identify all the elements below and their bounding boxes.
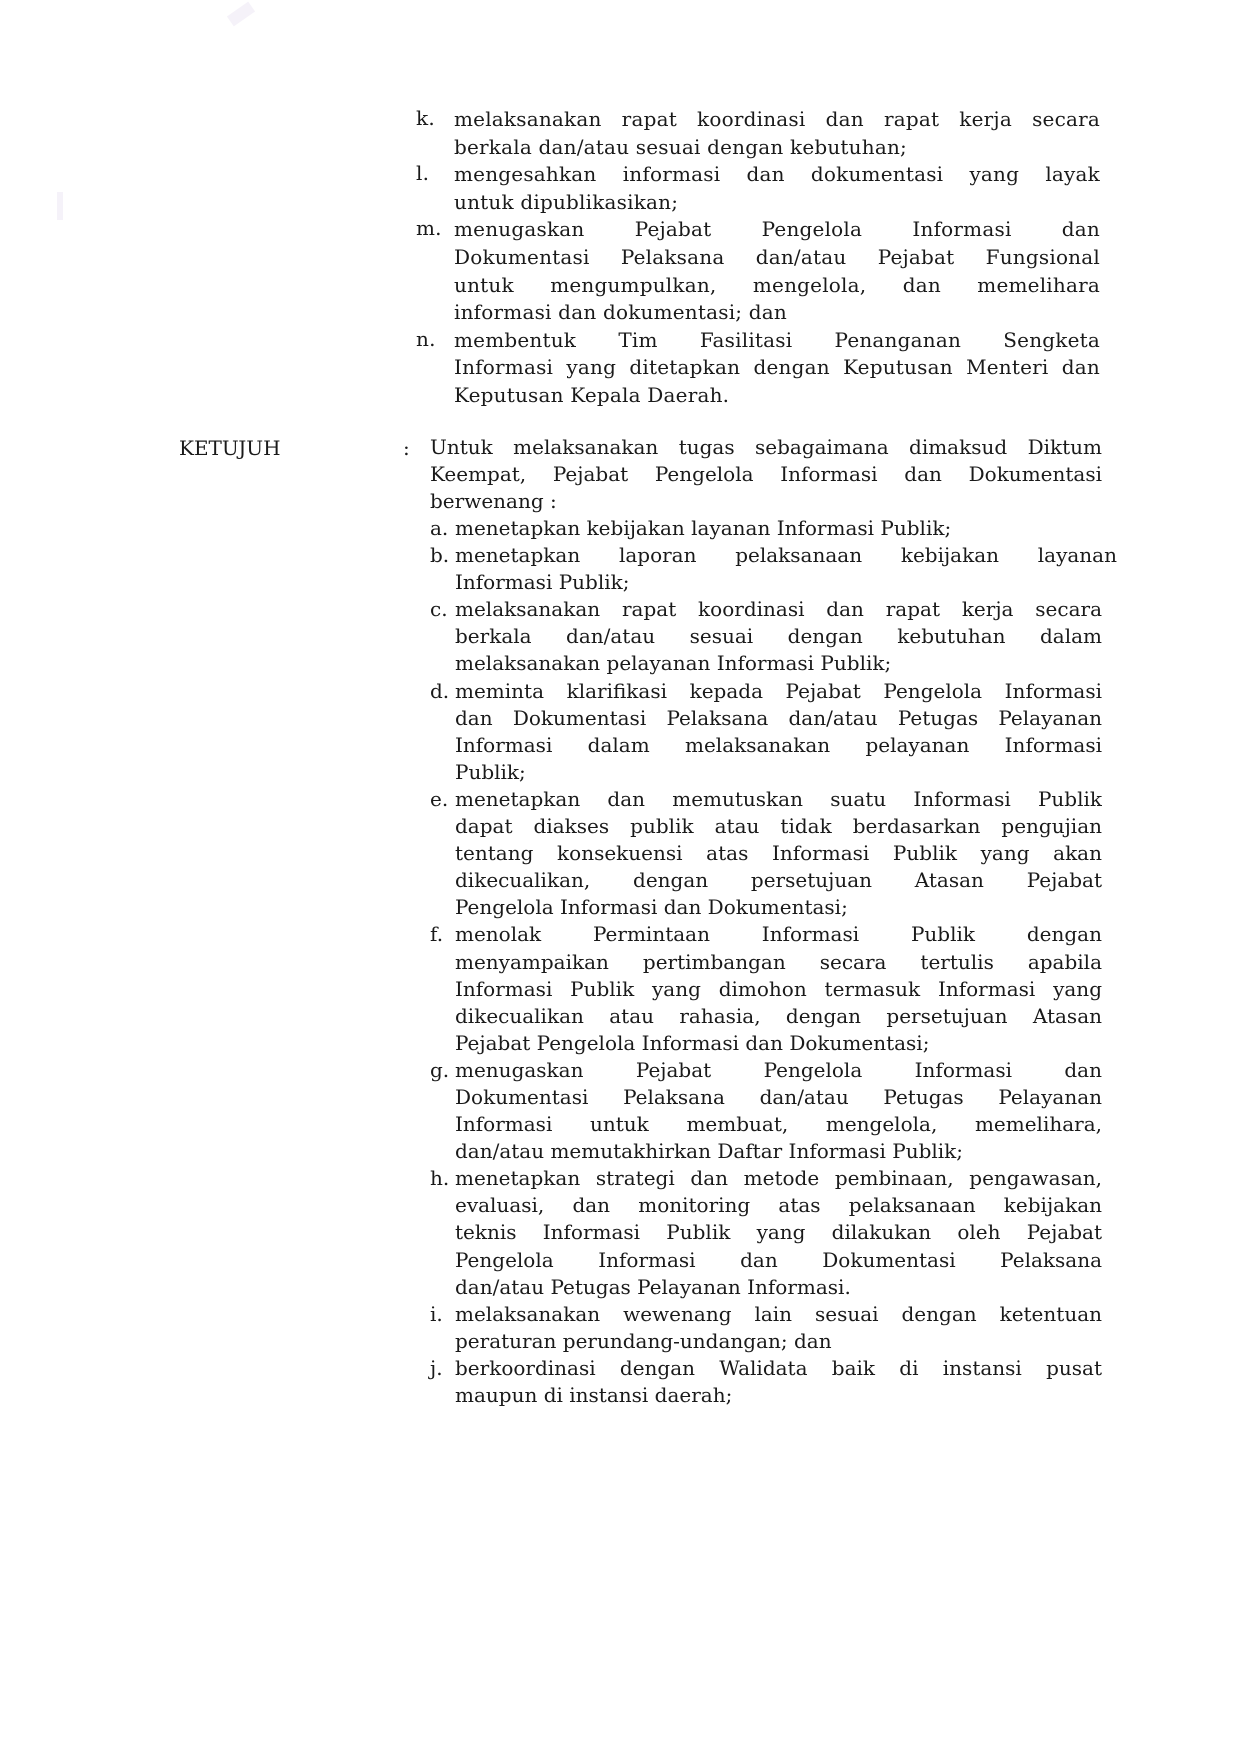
list-item [430,786,1120,921]
text-line: menyampaikan pertimbangan secara tertulis apabila [455,949,1102,974]
text-line: Informasi yang ditetapkan dengan Keputusan Menteri dan [454,355,1100,380]
list-marker: k. [416,106,435,130]
text-line: menolak Permintaan Informasi Publik dengan [455,922,1102,947]
list-item [430,515,1120,542]
list-item [430,1355,1120,1409]
list-item [416,106,1100,161]
list-marker: g. [430,1057,450,1082]
text-line: Informasi untuk membuat, mengelola, memelihara, [455,1112,1102,1137]
text-line: Keputusan Kepala Daerah. [454,382,730,407]
text-line: Untuk melaksanakan tugas sebagaimana dimaksud Diktum [430,435,1102,459]
text-line: dan Dokumentasi Pelaksana dan/atau Petugas Pelayanan [455,705,1102,730]
list-item [416,216,1100,326]
scan-artifact [227,2,255,27]
diktum-list [430,515,1120,1409]
text-line: menugaskan Pejabat Pengelola Informasi dan [454,217,1100,242]
list-marker: e. [430,786,449,811]
text-line: menetapkan strategi dan metode pembinaan, pengawasan, [455,1166,1102,1191]
list-marker: l. [416,161,430,186]
text-line: melaksanakan rapat koordinasi dan rapat kerja secara [455,597,1102,622]
text-line: berkala dan/atau sesuai dengan kebutuhan dalam [455,624,1102,649]
list-marker: h. [430,1166,450,1191]
continued-list [416,106,1100,410]
diktum-ketujuh-body [430,434,1120,1409]
list-marker: n. [416,326,436,351]
diktum-label: KETUJUH [179,436,281,460]
list-marker: a. [430,516,449,540]
list-item [430,1057,1120,1165]
text-line: tentang konsekuensi atas Informasi Publik yang akan [455,841,1102,866]
diktum-colon: : [403,436,410,460]
text-line: dan/atau Petugas Pelayanan Informasi. [455,1274,851,1299]
text-line: Pejabat Pengelola Informasi dan Dokumentasi; [455,1030,930,1055]
list-item [416,161,1100,216]
list-marker: d. [430,678,450,703]
list-item [430,542,1120,596]
scan-artifact [57,192,63,220]
list-item [416,327,1100,410]
text-line: Pengelola Informasi dan Dokumentasi; [455,895,848,920]
text-line: berkoordinasi dengan Walidata baik di instansi pusat [455,1355,1102,1380]
text-line: evaluasi, dan monitoring atas pelaksanaan kebijakan [455,1193,1102,1218]
list-marker: b. [430,543,450,568]
text-line: melaksanakan wewenang lain sesuai dengan ketentuan [455,1301,1102,1326]
list-item [430,1165,1120,1300]
text-line: menetapkan laporan pelaksanaan kebijakan layanan [455,543,1117,568]
list-item [430,921,1120,1056]
list-item [430,678,1120,786]
list-marker: f. [430,922,444,947]
text-line: menugaskan Pejabat Pengelola Informasi dan [455,1057,1102,1082]
text-line: Dokumentasi Pelaksana dan/atau Pejabat Fungsional [454,244,1100,269]
text-line: berwenang : [430,489,557,513]
list-marker: j. [430,1355,443,1380]
text-line: Informasi Publik yang dimohon termasuk Informasi yang [455,976,1102,1001]
text-line: Dokumentasi Pelaksana dan/atau Petugas Pelayanan [455,1084,1102,1109]
text-line: menetapkan kebijakan layanan Informasi Publik; [455,516,952,540]
text-line: Informasi Publik; [455,570,630,595]
list-marker: i. [430,1301,443,1326]
text-line: dikecualikan, dengan persetujuan Atasan Pejabat [455,868,1102,893]
text-line: membentuk Tim Fasilitasi Penanganan Sengketa [454,327,1100,352]
text-line: mengesahkan informasi dan dokumentasi yang layak [454,162,1100,187]
text-line: informasi dan dokumentasi; dan [454,300,788,325]
text-line: Pengelola Informasi dan Dokumentasi Pelaksana [455,1247,1102,1272]
text-line: melaksanakan rapat koordinasi dan rapat kerja secara [454,107,1100,131]
text-line: melaksanakan pelayanan Informasi Publik; [455,651,892,676]
text-line: Keempat, Pejabat Pengelola Informasi dan Dokumentasi [430,462,1102,486]
list-item [430,1301,1120,1355]
text-line: berkala dan/atau sesuai dengan kebutuhan; [454,134,907,159]
list-item [430,596,1120,677]
text-line: Informasi dalam melaksanakan pelayanan Informasi [455,732,1102,757]
diktum-intro [430,434,1120,515]
text-line: menetapkan dan memutuskan suatu Informasi Publik [455,786,1102,811]
text-line: untuk dipublikasikan; [454,189,679,214]
text-line: dikecualikan atau rahasia, dengan persetujuan Atasan [455,1003,1102,1028]
list-marker: c. [430,597,448,622]
text-line: teknis Informasi Publik yang dilakukan oleh Pejabat [455,1220,1102,1245]
text-line: Publik; [455,759,526,784]
list-marker: m. [416,216,442,241]
text-line: dan/atau memutakhirkan Daftar Informasi Publik; [455,1139,964,1164]
text-line: meminta klarifikasi kepada Pejabat Pengelola Informasi [455,678,1102,703]
text-line: dapat diakses publik atau tidak berdasarkan pengujian [455,814,1102,839]
text-line: untuk mengumpulkan, mengelola, dan memelihara [454,272,1100,297]
text-line: maupun di instansi daerah; [455,1383,733,1407]
text-line: peraturan perundang-undangan; dan [455,1328,832,1353]
